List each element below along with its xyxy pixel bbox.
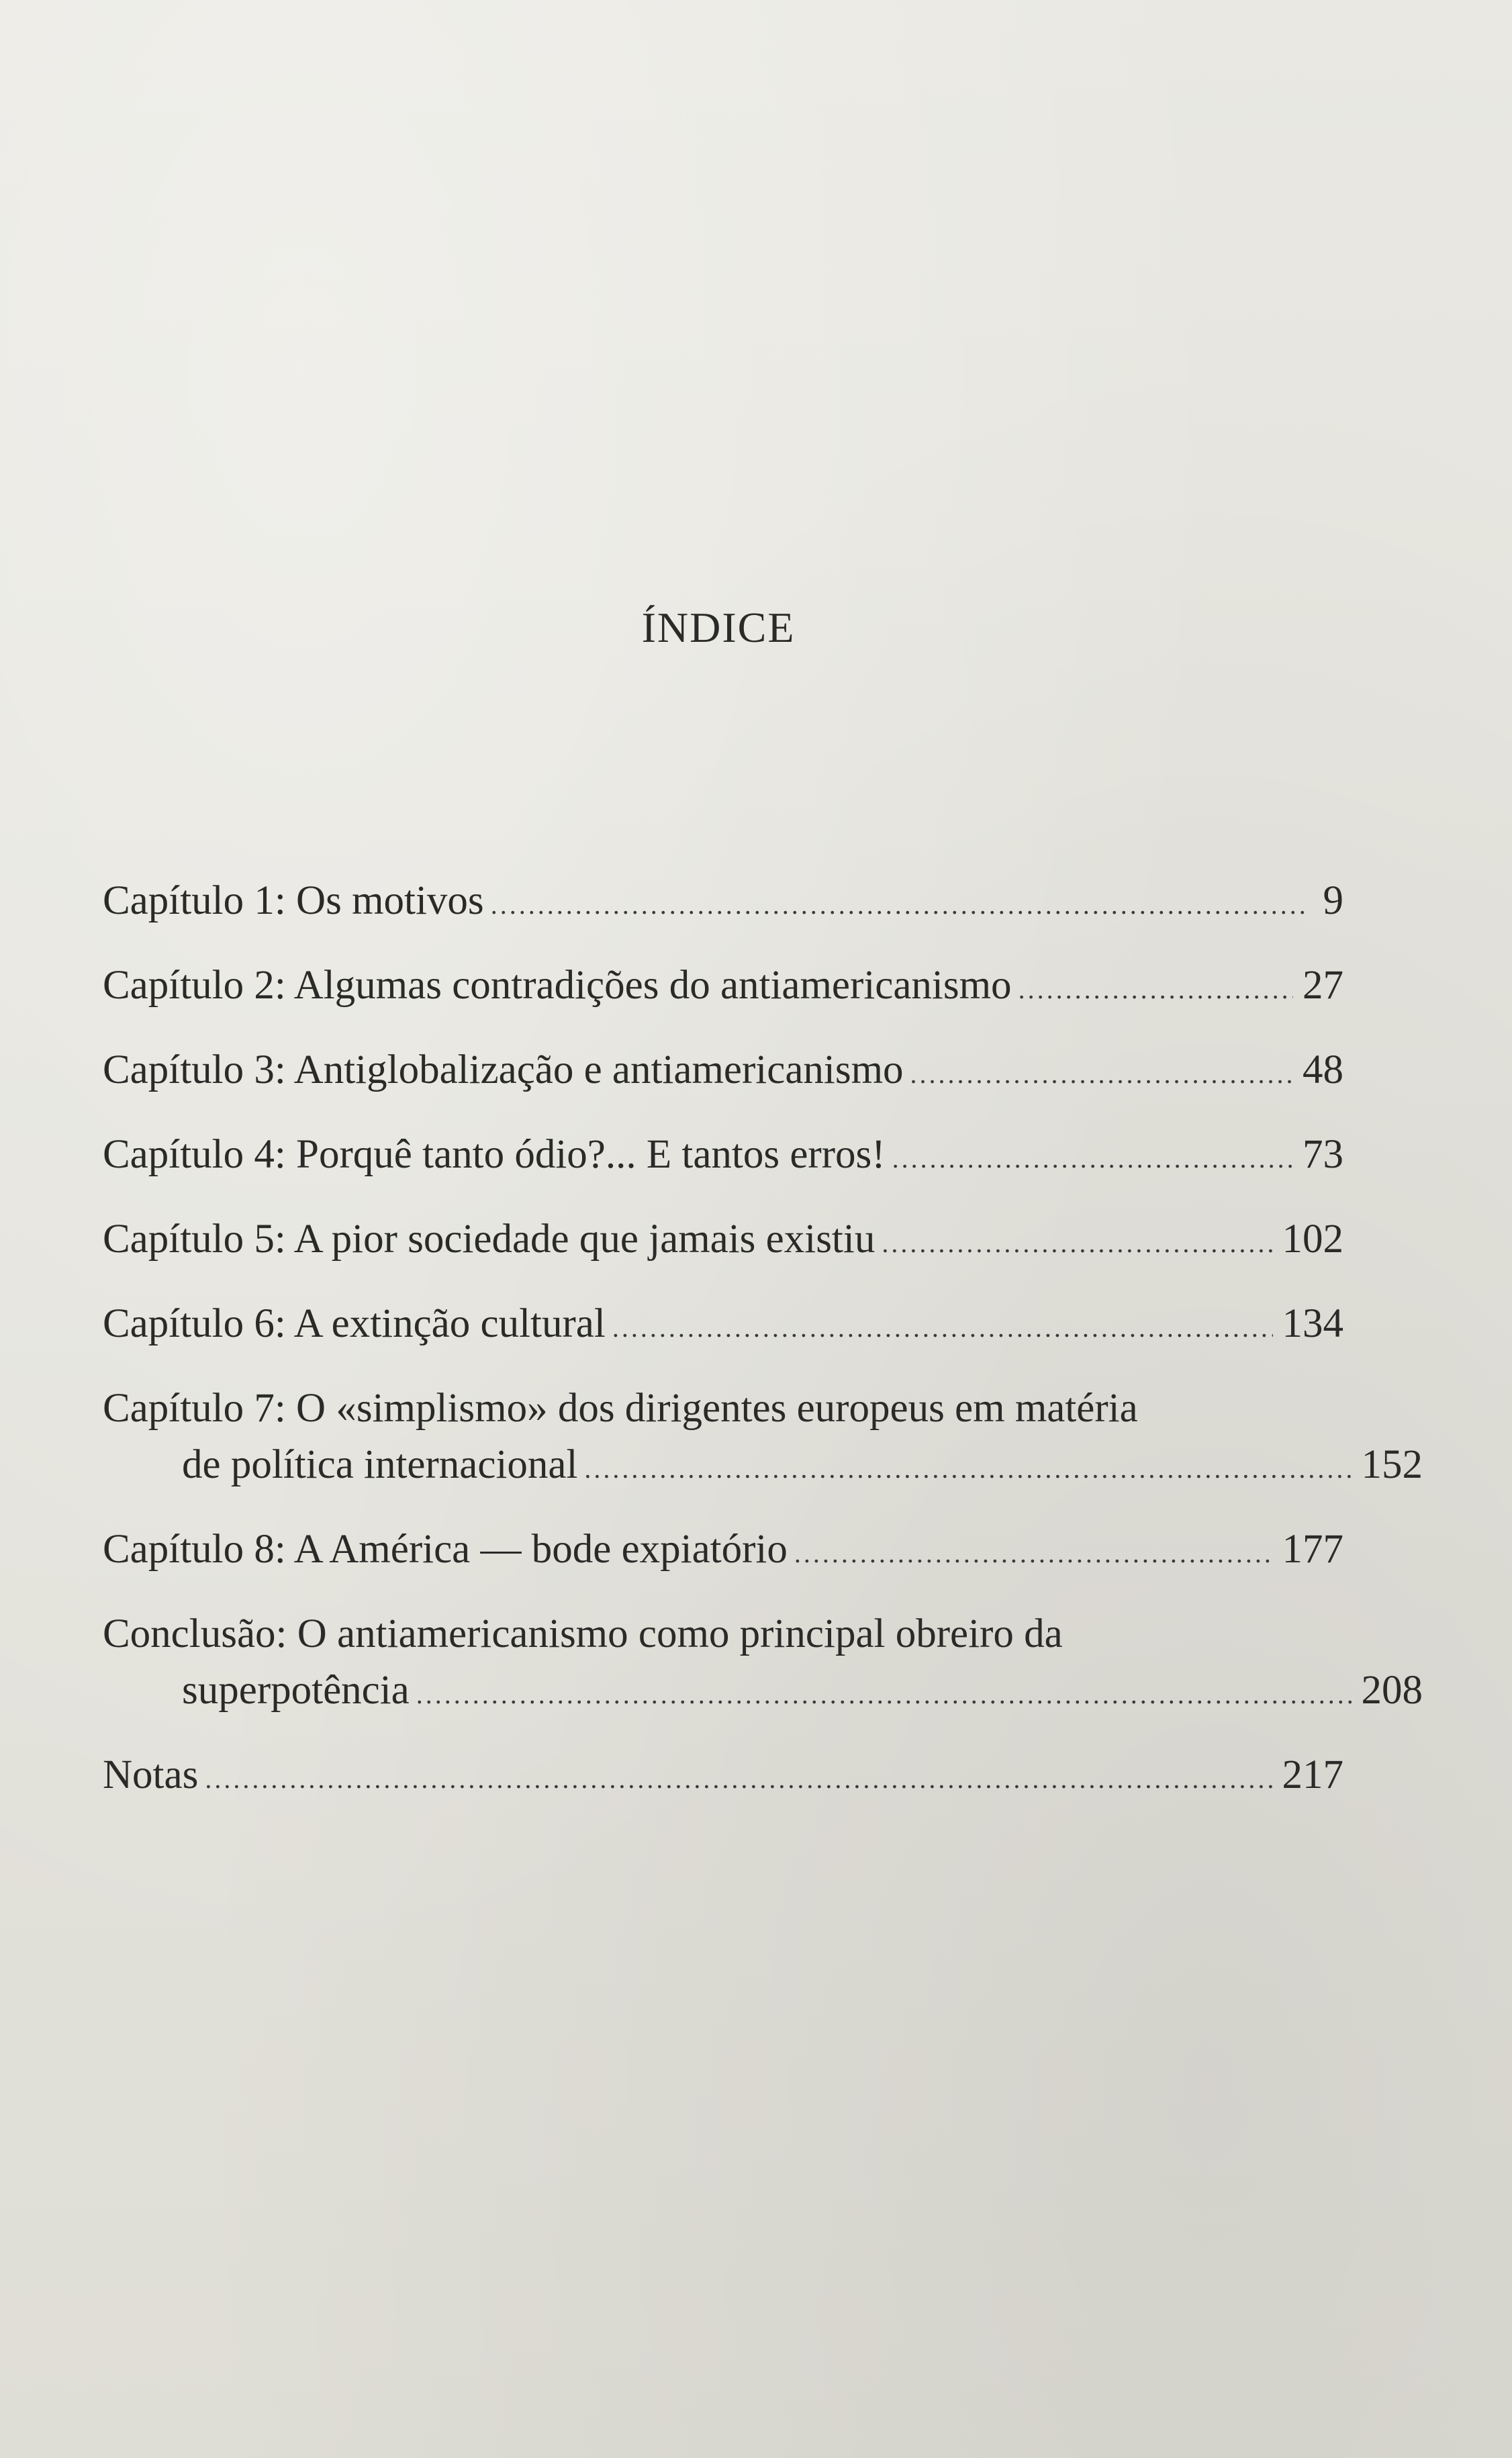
toc-entry-conclusion — [103, 1606, 1423, 1723]
dot-leader — [882, 1215, 1272, 1272]
toc-entry-chapter-1 — [103, 873, 1343, 933]
dot-leader — [491, 877, 1304, 933]
toc-entry-title: Capítulo 8: A América — bode expiatório — [103, 1527, 788, 1572]
toc-entry-title: Capítulo 1: Os motivos — [103, 878, 484, 923]
dot-leader — [794, 1525, 1273, 1582]
toc-entry-chapter-5 — [103, 1211, 1343, 1272]
toc-entry-chapter-8 — [103, 1521, 1343, 1582]
toc-entry-chapter-7 — [103, 1380, 1423, 1497]
dot-leader — [584, 1441, 1352, 1497]
dot-leader — [1019, 961, 1293, 1018]
toc-entry-chapter-4 — [103, 1127, 1343, 1187]
dot-leader — [416, 1666, 1352, 1723]
toc-entry-chapter-2 — [103, 957, 1343, 1018]
toc-entry-page: 152 — [1361, 1442, 1423, 1487]
toc-entry-title-line-2: de política internacional — [182, 1442, 578, 1487]
toc-entry-page: 208 — [1361, 1668, 1423, 1713]
toc-entry-title-line-1: Conclusão: O antiamericanismo como principal obreiro da — [103, 1611, 1063, 1656]
dot-leader — [910, 1046, 1293, 1102]
toc-entry-page: 9 — [1323, 878, 1343, 923]
toc-entry-page: 134 — [1282, 1301, 1343, 1346]
toc-entry-chapter-3 — [103, 1042, 1343, 1102]
toc-entry-title: Capítulo 6: A extinção cultural — [103, 1301, 606, 1346]
toc-entry-title: Capítulo 2: Algumas contradições do antiamericanismo — [103, 963, 1012, 1008]
toc-entry-page: 177 — [1282, 1527, 1343, 1572]
toc-entry-title: Notas — [103, 1752, 199, 1797]
toc-entry-title-line-2: superpotência — [182, 1668, 410, 1713]
toc-entry-chapter-6 — [103, 1296, 1343, 1356]
dot-leader — [892, 1131, 1293, 1187]
toc-entry-title-line-1: Capítulo 7: O «simplismo» dos dirigentes europeus em matéria — [103, 1386, 1138, 1431]
dot-leader — [205, 1751, 1272, 1807]
table-of-contents — [103, 873, 1423, 1832]
dot-leader — [612, 1300, 1273, 1356]
toc-entry-title: Capítulo 3: Antiglobalização e antiamericanismo — [103, 1047, 904, 1092]
toc-entry-page: 48 — [1303, 1047, 1343, 1092]
toc-entry-page: 217 — [1282, 1752, 1343, 1797]
page-title: ÍNDICE — [641, 604, 796, 651]
toc-entry-title: Capítulo 4: Porquê tanto ódio?... E tantos erros! — [103, 1132, 886, 1177]
toc-entry-title: Capítulo 5: A pior sociedade que jamais existiu — [103, 1217, 876, 1262]
toc-entry-page: 27 — [1303, 963, 1343, 1008]
toc-entry-page: 102 — [1282, 1217, 1343, 1262]
toc-entry-page: 73 — [1303, 1132, 1343, 1177]
toc-entry-notes — [103, 1747, 1343, 1807]
